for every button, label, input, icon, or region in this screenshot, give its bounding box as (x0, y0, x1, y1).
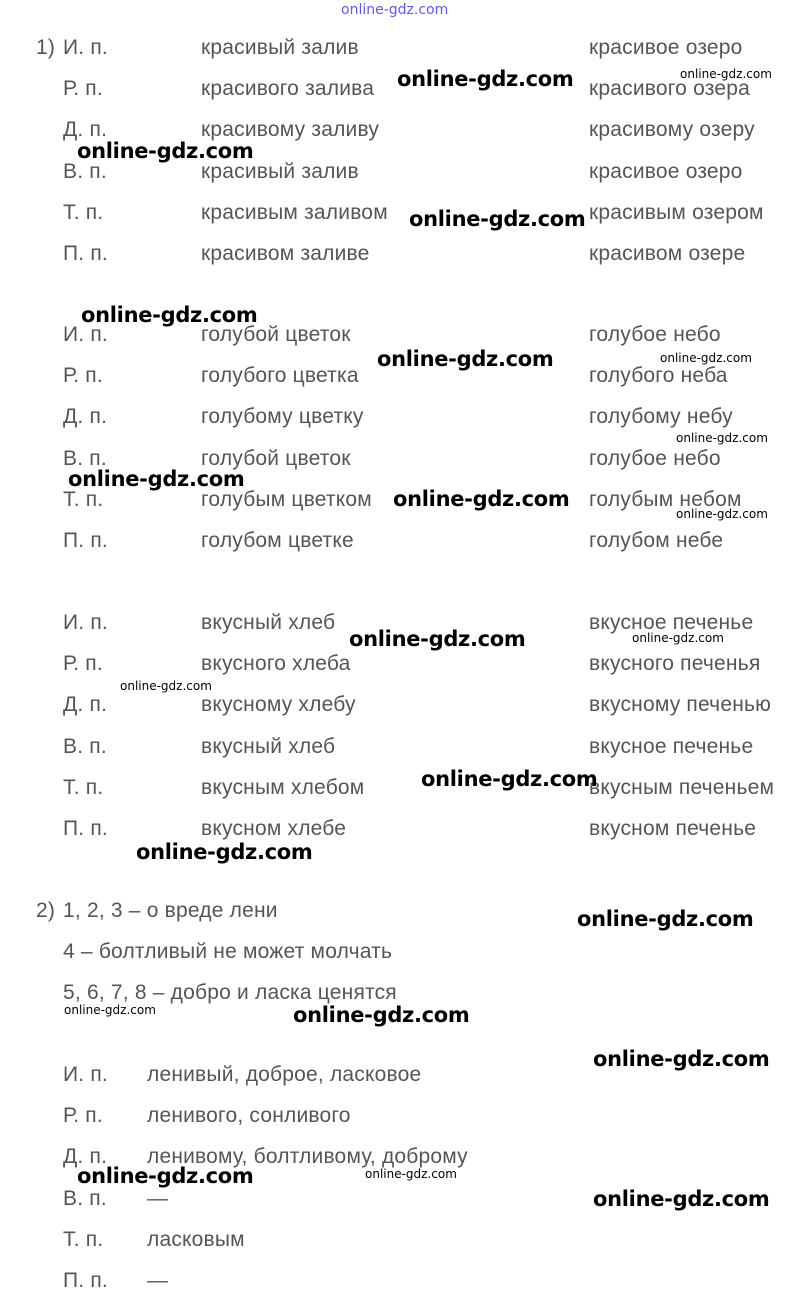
case-label: Д. п. (63, 118, 108, 141)
phrase-neuter: голубое небо (589, 323, 721, 346)
watermark-text[interactable]: online-gdz.com (377, 347, 554, 371)
case-label: Д. п. (63, 1145, 108, 1168)
case-label: В. п. (63, 1187, 107, 1210)
watermark-text[interactable]: online-gdz.com (397, 67, 574, 91)
case-label: П. п. (63, 529, 108, 552)
case-label: Д. п. (63, 693, 108, 716)
header-watermark[interactable]: online-gdz.com (341, 2, 449, 18)
answer-line-3: 5, 6, 7, 8 – добро и ласка ценятся (63, 981, 397, 1004)
phrase-masculine: вкусным хлебом (201, 776, 365, 799)
watermark-text[interactable]: online-gdz.com (409, 207, 586, 231)
phrase-masculine: голубой цветок (201, 323, 351, 346)
phrase-neuter: вкусным печеньем (589, 776, 775, 799)
case-label: П. п. (63, 1269, 108, 1292)
phrase-neuter: красивому озеру (589, 118, 755, 141)
case-label: И. п. (63, 36, 108, 59)
case-label: Р. п. (63, 652, 103, 675)
phrase-neuter: красивым озером (589, 201, 764, 224)
phrase-masculine: вкусного хлеба (201, 652, 351, 675)
phrase-masculine: красивый залив (201, 36, 359, 59)
case-words: ласковым (147, 1228, 245, 1251)
phrase-masculine: голубому цветку (201, 405, 364, 428)
phrase-masculine: голубого цветка (201, 364, 359, 387)
watermark-text[interactable]: online-gdz.com (593, 1187, 770, 1211)
watermark-text[interactable]: online-gdz.com (660, 351, 752, 365)
phrase-neuter: голубого неба (589, 364, 728, 387)
phrase-neuter: вкусного печенья (589, 652, 761, 675)
watermark-text[interactable]: online-gdz.com (293, 1003, 470, 1027)
case-words: ленивый, доброе, ласковое (147, 1063, 422, 1086)
phrase-masculine: красивого залива (201, 77, 375, 100)
case-label: В. п. (63, 735, 107, 758)
section1-number: 1) (36, 36, 56, 59)
case-label: Т. п. (63, 488, 104, 511)
phrase-neuter: красивом озере (589, 242, 746, 265)
answer-line-1: 1, 2, 3 – о вреде лени (63, 899, 278, 922)
answer-line-2: 4 – болтливый не может молчать (63, 940, 393, 963)
watermark-text[interactable]: online-gdz.com (676, 507, 768, 521)
watermark-text[interactable]: online-gdz.com (421, 767, 598, 791)
phrase-neuter: вкусному печенью (589, 693, 772, 716)
case-label: Р. п. (63, 364, 103, 387)
phrase-neuter: вкусное печенье (589, 735, 754, 758)
watermark-text[interactable]: online-gdz.com (676, 431, 768, 445)
case-label: В. п. (63, 160, 107, 183)
watermark-text[interactable]: online-gdz.com (593, 1047, 770, 1071)
phrase-neuter: красивое озеро (589, 160, 743, 183)
watermark-text[interactable]: online-gdz.com (577, 907, 754, 931)
watermark-text[interactable]: online-gdz.com (77, 1164, 254, 1188)
phrase-neuter: вкусном печенье (589, 817, 757, 840)
watermark-text[interactable]: online-gdz.com (120, 679, 212, 693)
watermark-text[interactable]: online-gdz.com (632, 631, 724, 645)
case-label: П. п. (63, 242, 108, 265)
case-label: Т. п. (63, 776, 104, 799)
watermark-text[interactable]: online-gdz.com (365, 1167, 457, 1181)
watermark-text[interactable]: online-gdz.com (64, 1003, 156, 1017)
phrase-masculine: красивом заливе (201, 242, 370, 265)
phrase-neuter: красивое озеро (589, 36, 743, 59)
watermark-text[interactable]: online-gdz.com (136, 840, 313, 864)
phrase-masculine: красивый залив (201, 160, 359, 183)
case-words: ленивого, сонливого (147, 1104, 351, 1127)
phrase-neuter: голубом небе (589, 529, 724, 552)
case-label: И. п. (63, 323, 108, 346)
phrase-masculine: голубом цветке (201, 529, 354, 552)
case-label: Д. п. (63, 405, 108, 428)
case-label: П. п. (63, 817, 108, 840)
case-label: И. п. (63, 1063, 108, 1086)
section2-number: 2) (36, 899, 56, 922)
watermark-text[interactable]: online-gdz.com (68, 467, 245, 491)
phrase-neuter: красивого озера (589, 77, 750, 100)
watermark-text[interactable]: online-gdz.com (680, 67, 772, 81)
phrase-neuter: голубое небо (589, 447, 721, 470)
case-words: — (147, 1269, 169, 1292)
phrase-masculine: голубой цветок (201, 447, 351, 470)
case-label: В. п. (63, 447, 107, 470)
case-label: Т. п. (63, 1228, 104, 1251)
case-label: Т. п. (63, 201, 104, 224)
phrase-masculine: вкусном хлебе (201, 817, 347, 840)
phrase-masculine: вкусный хлеб (201, 611, 336, 634)
watermark-text[interactable]: online-gdz.com (81, 303, 258, 327)
case-label: И. п. (63, 611, 108, 634)
watermark-text[interactable]: online-gdz.com (349, 627, 526, 651)
watermark-text[interactable]: online-gdz.com (393, 487, 570, 511)
phrase-neuter: вкусное печенье (589, 611, 754, 634)
watermark-text[interactable]: online-gdz.com (77, 139, 254, 163)
phrase-masculine: красивому заливу (201, 118, 380, 141)
phrase-masculine: красивым заливом (201, 201, 388, 224)
case-words: — (147, 1187, 169, 1210)
phrase-neuter: голубому небу (589, 405, 733, 428)
phrase-neuter: голубым небом (589, 488, 742, 511)
phrase-masculine: вкусному хлебу (201, 693, 356, 716)
phrase-masculine: голубым цветком (201, 488, 372, 511)
case-words: ленивому, болтливому, доброму (147, 1145, 468, 1168)
phrase-masculine: вкусный хлеб (201, 735, 336, 758)
case-label: Р. п. (63, 1104, 103, 1127)
case-label: Р. п. (63, 77, 103, 100)
